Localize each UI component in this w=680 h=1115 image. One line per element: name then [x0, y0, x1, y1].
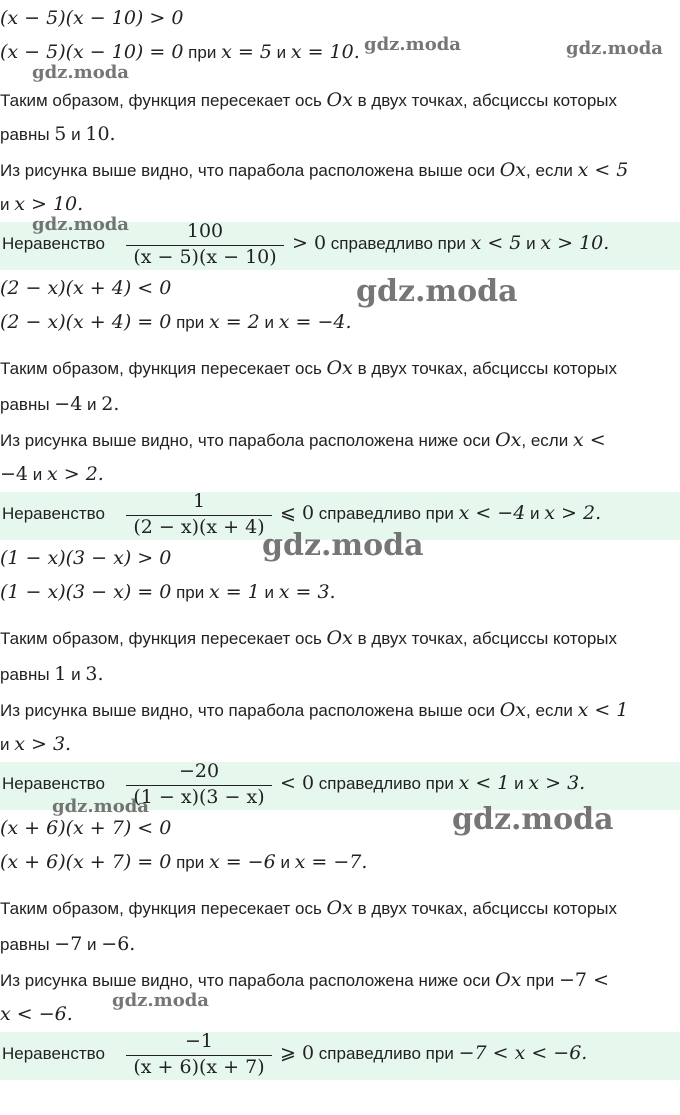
- text-line: [0, 658, 680, 690]
- text-line: [0, 118, 680, 150]
- text: выше оси: [418, 161, 495, 180]
- watermark: gdz.moda: [356, 274, 518, 309]
- text: в двух точках, абсциссы которых: [357, 359, 617, 378]
- inequality-line: [0, 2, 680, 34]
- text: в двух точках, абсциссы которых: [357, 91, 617, 110]
- text: Таким образом, функция пересекает ось: [0, 629, 322, 648]
- math-expression: (1 − x)(3 − x) > 0: [0, 547, 172, 569]
- text: при: [176, 313, 205, 332]
- math-expression: x > 2.: [46, 463, 104, 485]
- math-expression: x < −6.: [0, 1003, 73, 1025]
- numerator: −1: [184, 1030, 213, 1052]
- text: и: [0, 195, 10, 214]
- text: при: [176, 853, 205, 872]
- math-expression: x < −4: [458, 502, 526, 524]
- text: и: [0, 735, 10, 754]
- text-line: [0, 728, 680, 760]
- math-expression: x > 10.: [14, 193, 84, 215]
- text: и: [280, 853, 290, 872]
- text: и: [264, 583, 275, 602]
- math-expression: x < 1: [577, 699, 629, 721]
- math-expression: x > 2.: [544, 502, 602, 524]
- text: если: [535, 161, 573, 180]
- numerator: 1: [192, 490, 206, 512]
- math-expression: x = 10.: [290, 41, 360, 63]
- text: справедливо при: [318, 504, 454, 523]
- math-value: −6.: [101, 933, 136, 955]
- text: равны: [0, 665, 50, 684]
- watermark: gdz.moda: [364, 34, 461, 55]
- math-value: 5: [54, 123, 67, 145]
- text: Неравенство: [2, 504, 105, 523]
- fraction: [126, 1032, 272, 1080]
- text-line: Таким образом, функция пересекает ось Ox в двух точках, абсциссы которых: [0, 89, 617, 111]
- text: Из рисунка выше видно, что парабола расположена: [0, 701, 414, 720]
- math-value: 1: [54, 663, 67, 685]
- math-relation: ⩽ 0: [280, 502, 315, 524]
- math-expression: x < 5: [577, 159, 629, 181]
- math-expression: (x + 6)(x + 7) = 0: [0, 851, 172, 873]
- math-expression: (2 − x)(x + 4) = 0: [0, 311, 172, 333]
- math-expression: (2 − x)(x + 4) < 0: [0, 277, 172, 299]
- text: Таким образом, функция пересекает ось: [0, 91, 322, 110]
- equation-line: [0, 576, 680, 608]
- text: равны: [0, 125, 50, 144]
- text: Неравенство: [2, 774, 105, 793]
- math-expression: x = −6: [208, 851, 276, 873]
- text-line: Из рисунка выше видно, что парабола расположена выше оси Ox, если x < 1: [0, 699, 629, 721]
- text-line: [0, 928, 680, 960]
- denominator: (x − 5)(x − 10): [133, 246, 277, 268]
- math-expression: x < 5: [470, 232, 522, 254]
- text-line: Из рисунка выше видно, что парабола расположена выше оси Ox, если x < 5: [0, 159, 629, 181]
- text: Таким образом, функция пересекает ось: [0, 359, 322, 378]
- text: и: [71, 125, 81, 144]
- text: в двух точках, абсциссы которых: [357, 899, 617, 918]
- text: справедливо при: [330, 234, 466, 253]
- watermark: gdz.moda: [112, 990, 209, 1011]
- math-expression: −7 < x < −6.: [458, 1042, 588, 1064]
- text: и: [276, 43, 287, 62]
- math-expression: x = −4.: [278, 311, 352, 333]
- denominator: (x + 6)(x + 7): [133, 1056, 265, 1078]
- math-expression: (x + 6)(x + 7) < 0: [0, 817, 172, 839]
- text: и: [514, 774, 524, 793]
- text: ниже оси: [418, 971, 491, 990]
- text-line: Из рисунка выше видно, что парабола расположена ниже оси Ox при −7 <: [0, 969, 609, 991]
- text: Неравенство: [2, 234, 105, 253]
- watermark: gdz.moda: [52, 796, 149, 817]
- math-relation: > 0: [292, 232, 327, 254]
- math-expression: x = −7.: [294, 851, 368, 873]
- math-expression: (1 − x)(3 − x) = 0: [0, 581, 172, 603]
- watermark: gdz.moda: [32, 62, 129, 83]
- math-expression: x < 1: [458, 772, 510, 794]
- text: и: [530, 504, 540, 523]
- math-expression: x = 5: [221, 41, 272, 63]
- text: при: [176, 583, 205, 602]
- denominator: (1 − x)(3 − x): [133, 786, 265, 808]
- math-value: −4: [54, 393, 83, 415]
- text-line: [0, 388, 680, 420]
- math-relation: ⩾ 0: [280, 1042, 315, 1064]
- text: при: [188, 43, 217, 62]
- text: справедливо при: [318, 774, 454, 793]
- inequality-line: [0, 272, 680, 304]
- text: Из рисунка выше видно, что парабола расположена: [0, 971, 414, 990]
- math-expression: x > 3.: [528, 772, 586, 794]
- numerator: 100: [186, 220, 224, 242]
- text: равны: [0, 395, 50, 414]
- text: Таким образом, функция пересекает ось: [0, 899, 322, 918]
- text: и: [264, 313, 275, 332]
- text: выше оси: [418, 701, 495, 720]
- watermark: gdz.moda: [566, 38, 663, 59]
- text: если: [535, 701, 573, 720]
- watermark: gdz.moda: [452, 802, 614, 837]
- text: справедливо при: [318, 1044, 454, 1063]
- text: в двух точках, абсциссы которых: [357, 629, 617, 648]
- text: и: [87, 935, 97, 954]
- math-expression: x > 3.: [14, 733, 72, 755]
- text: равны: [0, 935, 50, 954]
- math-expression: x = 2: [208, 311, 260, 333]
- math-expression: x <: [572, 429, 606, 451]
- text: и: [526, 234, 536, 253]
- text: при: [526, 971, 555, 990]
- text: и: [32, 465, 43, 484]
- text-line: Таким образом, функция пересекает ось Ox в двух точках, абсциссы которых: [0, 627, 617, 649]
- math-relation: < 0: [280, 772, 315, 794]
- denominator: (2 − x)(x + 4): [133, 516, 265, 538]
- math-value: −4: [0, 463, 29, 485]
- answer-line: [0, 1032, 680, 1080]
- math-value: 2.: [101, 393, 120, 415]
- math-expression: (x − 5)(x − 10) = 0: [0, 41, 184, 63]
- text: и: [71, 665, 81, 684]
- text: Из рисунка выше видно, что парабола расположена: [0, 431, 414, 450]
- text: и: [87, 395, 97, 414]
- math-expression: x = 1: [208, 581, 260, 603]
- math-value: 10.: [85, 123, 116, 145]
- fraction: [126, 492, 272, 540]
- text: Неравенство: [2, 1044, 105, 1063]
- math-expression: x = 3.: [278, 581, 336, 603]
- watermark: gdz.moda: [32, 214, 129, 235]
- math-expression: −7 <: [559, 969, 609, 991]
- equation-line: [0, 846, 680, 878]
- math-expression: (x − 5)(x − 10) > 0: [0, 7, 184, 29]
- text-line: Таким образом, функция пересекает ось Ox в двух точках, абсциссы которых: [0, 897, 617, 919]
- equation-line: [0, 306, 680, 338]
- numerator: −20: [178, 760, 220, 782]
- text: если: [530, 431, 569, 450]
- math-value: 3.: [85, 663, 104, 685]
- text-line: [0, 458, 680, 490]
- fraction: [126, 222, 284, 270]
- text-line: Из рисунка выше видно, что парабола расположена ниже оси Ox, если x <: [0, 429, 606, 451]
- text: ниже оси: [418, 431, 491, 450]
- math-value: −7: [54, 933, 83, 955]
- text-line: Таким образом, функция пересекает ось Ox в двух точках, абсциссы которых: [0, 357, 617, 379]
- math-expression: x > 10.: [540, 232, 610, 254]
- text: Из рисунка выше видно, что парабола расположена: [0, 161, 414, 180]
- watermark: gdz.moda: [262, 528, 424, 563]
- text-line: [0, 998, 680, 1030]
